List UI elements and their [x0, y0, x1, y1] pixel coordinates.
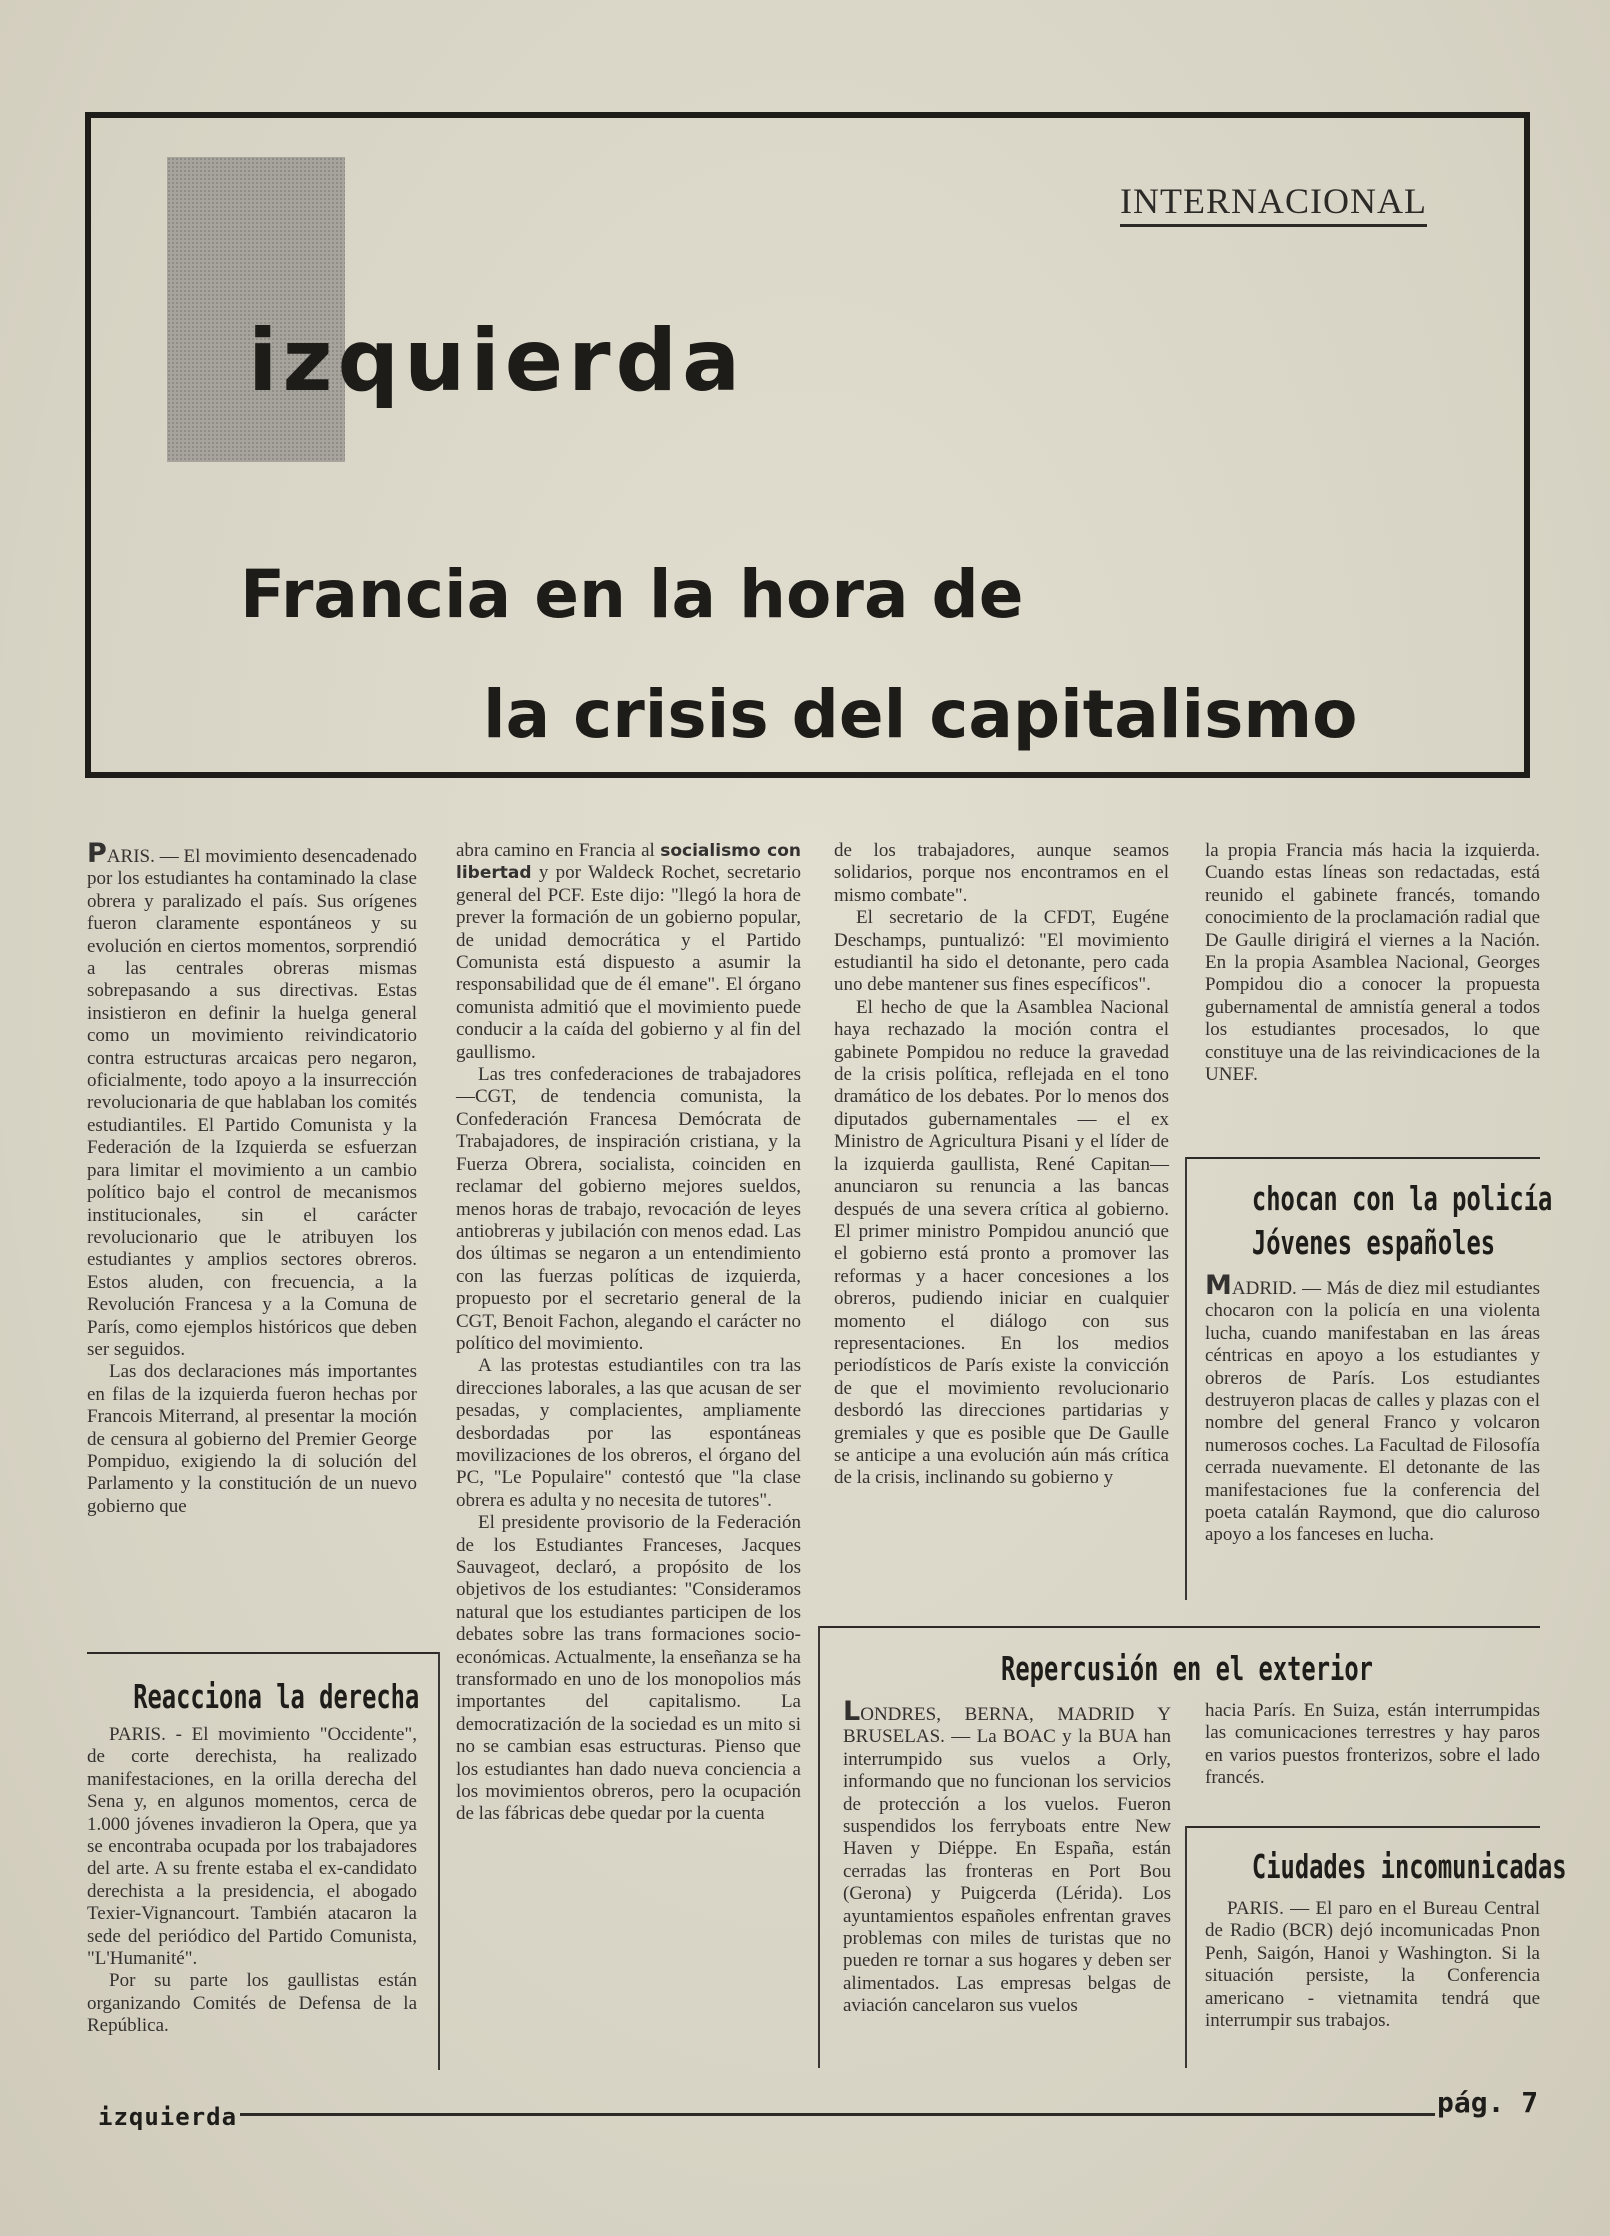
ciudades-body: [1205, 1898, 1540, 2032]
ciudades-paragraph: PARIS. — El paro en el Bureau Central de Radio (BCR) dejó incomunicadas Pnon Penh, Saigón, Hanoi y Washington. Si la situación persiste, la Conferencia americano - vietnamita tendrá que interrumpir sus trabajos.: [1205, 1898, 1540, 2032]
ciudades-title: Ciudades incomunicadas: [1251, 1847, 1567, 1886]
jovenes-left-rule: [1185, 1157, 1187, 1600]
article-column-1: [87, 840, 417, 1518]
jovenes-paragraph: MADRID. — Más de diez mil estudiantes chocaron con la policía en una violenta lucha, cuando manifestaban en las áreas céntricas en apoyo a los estudiantes y obreros de París. Los estudiantes destruyeron placas de calles y plazas con el nombre del general Franco y volcaron numerosos coches. La Facultad de Filosofía cerrada nuevamente. El detonante de las manifestaciones fue la conferencia del poeta catalán Raymond, que dio caluroso apoyo a los fanceses en lucha.: [1205, 1270, 1540, 1546]
section-label: INTERNACIONAL: [1120, 180, 1427, 227]
article-paragraph: El secretario de la CFDT, Eugéne Deschamps, puntualizó: "El movimiento estudiantil ha sido el detonante, pero cada uno debe mantener sus fines específicos".: [834, 907, 1169, 996]
article-column-2: [456, 840, 801, 1826]
ciudades-top-rule: [1185, 1826, 1540, 1828]
article-paragraph: abra camino en Francia al socialismo con libertad y por Waldeck Rochet, secretario general del PCF. Este dijo: "llegó la hora de prever la formación de un gobierno popular, de unidad democrática y el Partido Comunista está dispuesto a asumir la responsabilidad que de él emane". El órgano comunista admitió que el movimiento puede conducir a la caída del gobierno y al fin del gaullismo.: [456, 840, 801, 1063]
article-paragraph: de los trabajadores, aunque seamos solidarios, porque nos encontramos en el mismo combate".: [834, 840, 1169, 906]
article-paragraph: El presidente provisorio de la Federación de los Estudiantes Franceses, Jacques Sauvageot, declaró, a propósito de los objetivos de los estudiantes: "Consideramos natural que los estudiantes participen de los debates sobre las trans formaciones socio-económicas. Actualmente, la enseñanza se ha transformado en uno de los monopolios más importantes del capitalismo. La democratización de la sociedad es un mito si no se cambian esas estructuras. Pienso que los estudiantes han dado nueva conciencia a los movimientos obreros, pero la ocupación de las fábricas debe quedar por la cuenta: [456, 1512, 801, 1825]
article-column-4: [1205, 840, 1540, 1086]
footer-publication-name: izquierda: [98, 2103, 238, 2131]
emphasis-text: socialismo con libertad: [456, 841, 801, 884]
footer-rule: [240, 2113, 1435, 2116]
article-paragraph: la propia Francia más hacia la izquierda. Cuando estas líneas son redactadas, está reunido el gabinete francés, tomando conocimiento de la proclamación radial que De Gaulle dirigirá el viernes a la Nación. En la propia Asamblea Nacional, Georges Pompidou dio a conocer la propuesta gubernamental de amnistía general a todos los estudiantes procesados, lo que constituye una de las reivindicaciones de la UNEF.: [1205, 840, 1540, 1086]
jovenes-title-line-1: chocan con la policía: [1251, 1179, 1553, 1218]
masthead-logo: izquierda: [248, 311, 746, 411]
page-number: pág. 7: [1437, 2086, 1539, 2119]
repercusion-left-column: [843, 1698, 1171, 2018]
repercusion-paragraph: LONDRES, BERNA, MADRID Y BRUSELAS. — La BOAC y la BUA han interrumpido sus vuelos a Orly, informando que no funcionan los servicios de protección a los vuelos. Fueron suspendidos los ferryboats entre New Haven y Diéppe. En España, están cerradas las fronteras en Port Bou (Gerona) y Puigcerda (Lérida). Los ayuntamientos españoles enfrentan graves problemas con miles de turistas que no pueden re tornar a sus hogares y deben ser alimentados. Las empresas belgas de aviación cancelaron sus vuelos: [843, 1696, 1171, 2017]
repercusion-paragraph: hacia París. En Suiza, están interrumpidas las comunicaciones terrestres y hay paros en varios puestos fronterizos, sobre el lado francés.: [1205, 1700, 1540, 1789]
derecha-title: Reacciona la derecha: [133, 1677, 420, 1716]
jovenes-body: [1205, 1272, 1540, 1547]
derecha-top-rule: [87, 1652, 439, 1654]
repercusion-top-rule: [818, 1626, 1540, 1628]
derecha-body: [87, 1724, 417, 2038]
repercusion-right-column: [1205, 1700, 1540, 1790]
jovenes-title-line-2: Jóvenes españoles: [1251, 1223, 1496, 1262]
jovenes-top-rule: [1185, 1157, 1540, 1159]
drop-cap: P: [87, 838, 107, 869]
article-column-3: [834, 840, 1169, 1490]
drop-cap: L: [843, 1696, 861, 1727]
headline-line-2: la crisis del capitalismo: [483, 676, 1358, 753]
article-paragraph: El hecho de que la Asamblea Nacional haya rechazado la moción contra el gabinete Pompidou no reduce la gravedad de la crisis política, reflejada en el tono dramático de los debates. Por lo menos dos diputados gubernamentales — el ex Ministro de Agricultura Pisani y el líder de la izquierda gaullista, René Capitan— anunciaron su renuncia a las bancas después de una severa crítica al gobierno. El primer ministro Pompidou anunció que el gobierno está pronto a promover las reformas y a hacer concesiones a los obreros, pudiendo iniciar en cualquier momento el diálogo con sus representaciones. En los medios periodísticos de París existe la convicción de que el movimiento revolucionario desbordó las direcciones partidarias y gremiales y que es posible que De Gaulle se anticipe a una evolución aún más crítica de la crisis, inclinando su gobierno y: [834, 996, 1169, 1489]
derecha-paragraph: PARIS. - El movimiento "Occidente", de corte derechista, ha realizado manifestaciones, en la orilla derecha del Sena y, en algunos momentos, cerca de 1.000 jóvenes invadieron la Opera, que ya se encontraba ocupada por los trabajadores del arte. A su frente estaba el ex-candidato derechista a la presidencia, el abogado Texier-Vignancourt. También atacaron la sede del periódico del Partido Comunista, "L'Humanité".: [87, 1724, 417, 1970]
drop-cap: M: [1205, 1270, 1232, 1301]
derecha-right-rule: [438, 1652, 440, 2070]
repercusion-title: Repercusión en el exterior: [1001, 1649, 1373, 1688]
ciudades-left-rule: [1185, 1826, 1187, 2068]
article-paragraph: Las dos declaraciones más importantes en filas de la izquierda fueron hechas por Francois Miterrand, al presentar la moción de censura al gobierno del Premier George Pompiduo, exigiendo la di solución del Parlamento y la constitución de un nuevo gobierno que: [87, 1361, 417, 1517]
article-paragraph: A las protestas estudiantiles con tra las direcciones laborales, a las que acusan de ser pesadas, y complacientes, ampliamente desbordadas por las espontáneas movilizaciones de los obreros, el órgano del PC, "Le Populaire" contestó que "la clase obrera es adulta y no necesita de tutores".: [456, 1355, 801, 1511]
article-paragraph: PARIS. — El movimiento desencadenado por los estudiantes ha contaminado la clase obrera y paralizado el país. Sus orígenes fueron claramente espontáneos y su evolución en ciertos momentos, sorprendió a las centrales obreras mismas sobrepasando a sus directivas. Estas insistieron en definir la huelga general como un movimiento reivindicatorio contra estructuras arcaicas pero negaron, oficialmente, todo apoyo a la insurrección revolucionaria de que hablaban los comités estudiantiles. El Partido Comunista y la Federación de la Izquierda se esfuerzan para limitar el movimiento a un cambio político bajo el control de mecanismos institucionales, sin el carácter revolucionario que le atribuyen los estudiantes y amplios sectores obreros. Estos aluden, con frecuencia, a la Revolución Francesa y a la Comuna de París, como ejemplos históricos que deben ser seguidos.: [87, 838, 417, 1360]
derecha-paragraph: Por su parte los gaullistas están organizando Comités de Defensa de la República.: [87, 1970, 417, 2037]
logo-shaded-block: [167, 157, 345, 462]
repercusion-left-rule: [818, 1626, 820, 2068]
article-paragraph: Las tres confederaciones de trabajadores —CGT, de tendencia comunista, la Confederación Francesa Demócrata de Trabajadores, de inspiración cristiana, y la Fuerza Obrera, socialista, coinciden en reclamar del gobierno mejores sueldos, menos horas de trabajo, revocación de leyes antiobreras y jubilación con menos edad. Las dos últimas se negaron a un entendimiento con las fuerzas políticas de izquierda, propuesto por el secretario general de la CGT, Benoit Fachon, alegando el carácter no político del movimiento.: [456, 1064, 801, 1354]
headline-line-1: Francia en la hora de: [240, 556, 1024, 633]
